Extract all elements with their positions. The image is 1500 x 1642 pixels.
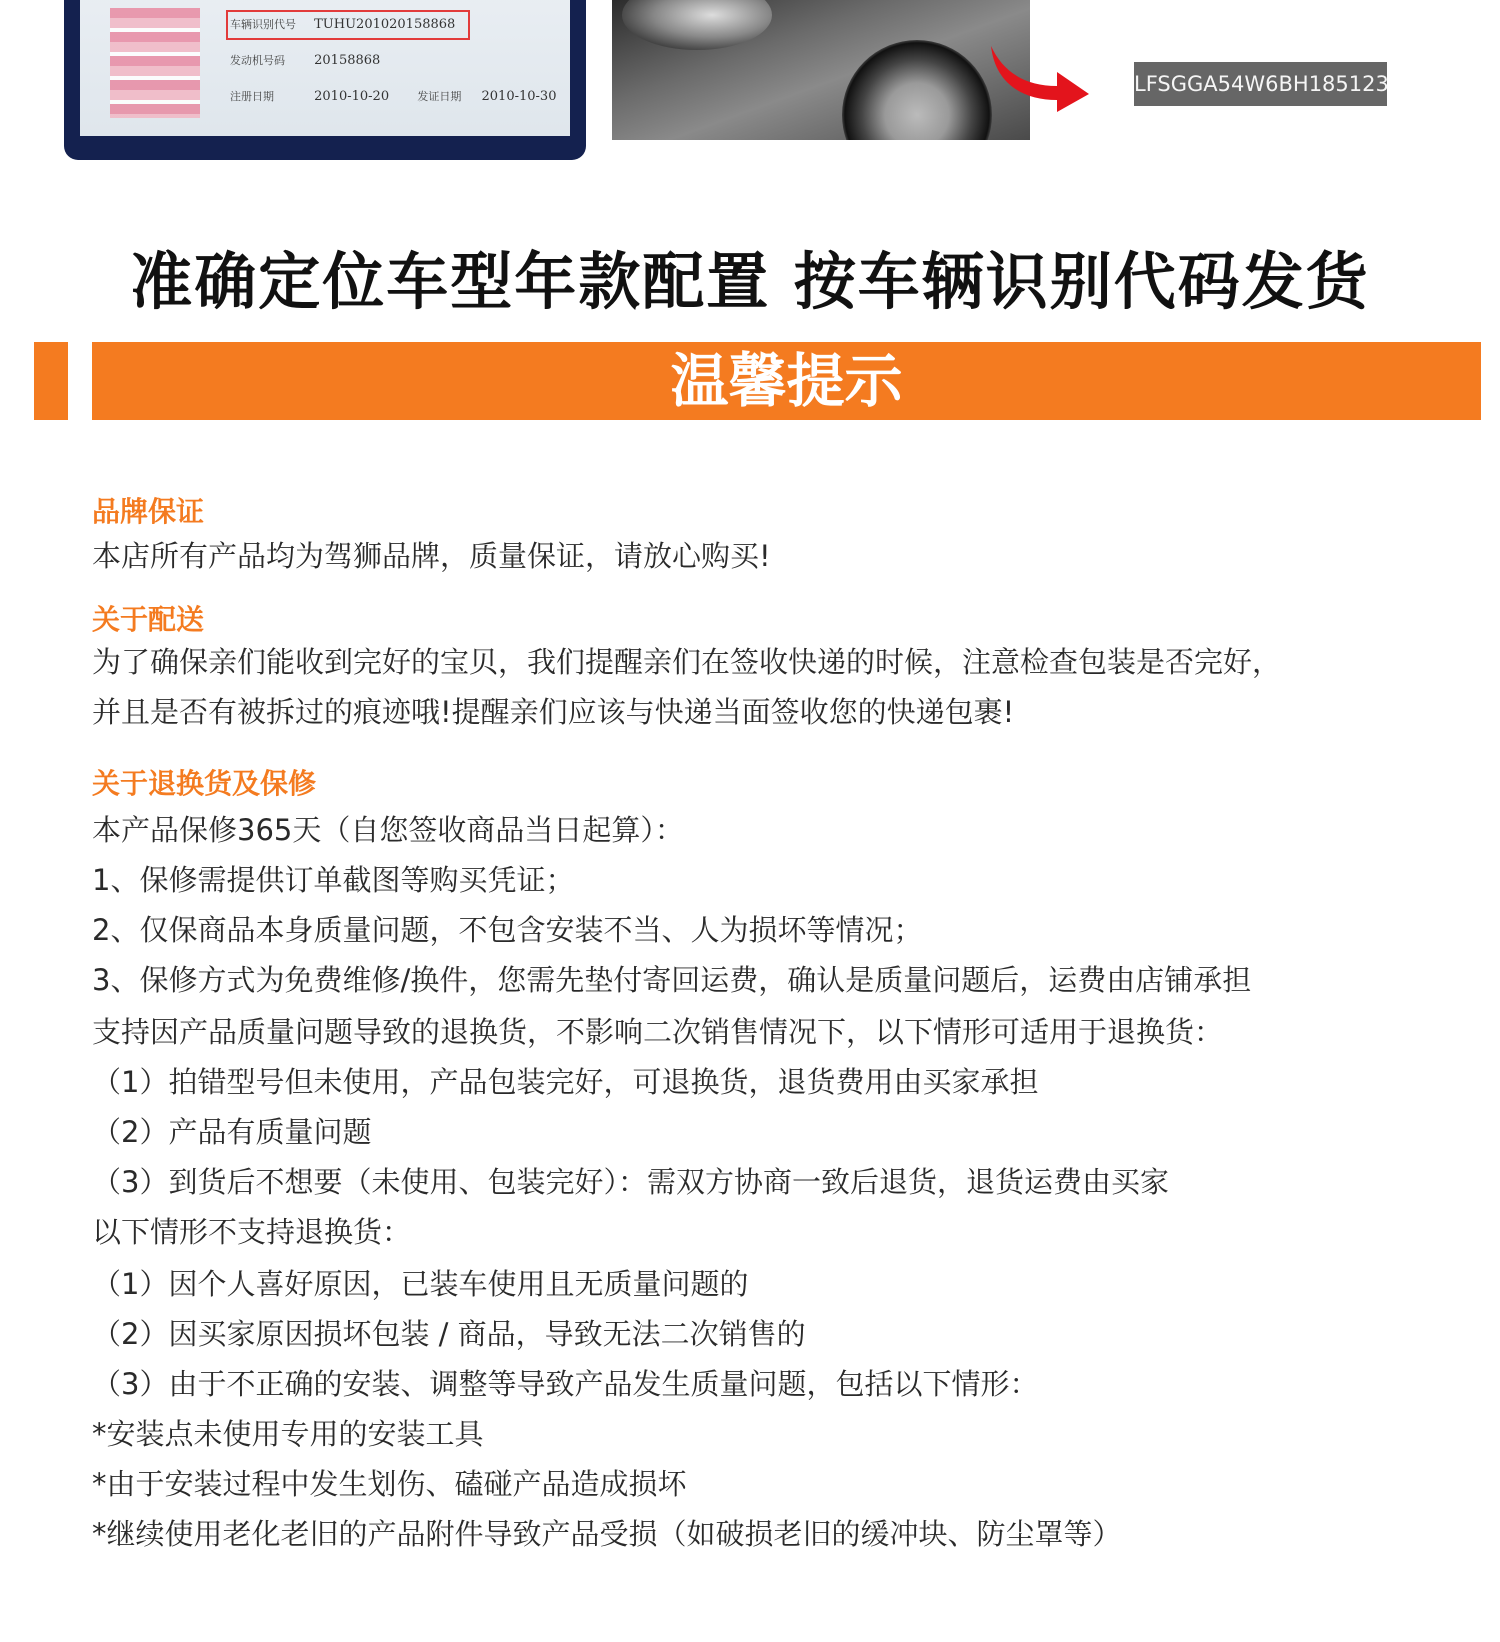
returns-line: *由于安装过程中发生划伤、磕碰产品造成损坏 [92, 1467, 687, 1501]
tips-banner [92, 342, 1481, 420]
returns-line: 2、仅保商品本身质量问题，不包含安装不当、人为损坏等情况； [92, 913, 923, 947]
card-engine-label: 发动机号码 [230, 54, 285, 67]
blurred-area [110, 8, 200, 118]
returns-line: （3）由于不正确的安装、调整等导致产品发生质量问题，包括以下情形： [92, 1367, 1039, 1401]
delivery-line-2: 并且是否有被拆过的痕迹哦!提醒亲们应该与快递当面签收您的快递包裹! [92, 695, 1015, 729]
headlight-shape [622, 0, 772, 50]
card-engine-row [230, 52, 380, 68]
returns-line: 支持因产品质量问题导致的退换货，不影响二次销售情况下，以下情形可适用于退换货： [92, 1015, 1224, 1049]
returns-line: *继续使用老化老旧的产品附件导致产品受损（如破损老旧的缓冲块、防尘罩等） [92, 1517, 1122, 1551]
card-register-label: 注册日期 [230, 90, 274, 103]
section-title-brand: 品牌保证 [92, 495, 205, 528]
section-title-returns: 关于退换货及保修 [92, 767, 317, 800]
card-issue-label: 发证日期 [417, 90, 462, 103]
card-issue-date: 2010-10-30 [481, 89, 557, 104]
returns-line: 1、保修需提供订单截图等购买凭证； [92, 863, 575, 897]
card-vin-label: 车辆识别代号 [230, 18, 296, 31]
wheel-shape [842, 40, 992, 140]
card-register-date: 2010-10-20 [314, 89, 390, 104]
returns-line: （1）拍错型号但未使用，产品包装完好，可退换货，退货费用由买家承担 [92, 1065, 1039, 1099]
returns-line: （3）到货后不想要（未使用、包装完好）：需双方协商一致后退货，退货运费由买家 [92, 1165, 1169, 1199]
vin-plate: LFSGGA54W6BH185123 [1134, 62, 1387, 106]
car-front-photo [612, 0, 1030, 140]
section-title-delivery: 关于配送 [92, 603, 205, 636]
delivery-line-1: 为了确保亲们能收到完好的宝贝，我们提醒亲们在签收快递的时候，注意检查包装是否完好， [92, 645, 1282, 679]
registration-card-face [80, 0, 570, 136]
returns-line: *安装点未使用专用的安装工具 [92, 1417, 484, 1451]
returns-line: （1）因个人喜好原因，已装车使用且无质量问题的 [92, 1267, 749, 1301]
tips-banner-title: 温馨提示 [670, 347, 903, 415]
card-vin-row [230, 16, 455, 32]
card-engine-value: 20158868 [314, 53, 381, 68]
page-headline: 准确定位车型年款配置 按车辆识别代码发货 [130, 245, 1370, 318]
returns-line: （2）产品有质量问题 [92, 1115, 372, 1149]
returns-line: （2）因买家原因损坏包装 / 商品，导致无法二次销售的 [92, 1317, 806, 1351]
returns-line: 3、保修方式为免费维修/换件，您需先垫付寄回运费，确认是质量问题后，运费由店铺承担 [92, 963, 1252, 997]
banner-accent-block [34, 342, 68, 420]
returns-line: 以下情形不支持退换货： [92, 1215, 412, 1249]
card-date-row [230, 88, 556, 104]
top-image-strip [0, 0, 1500, 160]
red-arrow-icon [985, 42, 1095, 112]
registration-card-image [64, 0, 586, 160]
brand-line: 本店所有产品均为驾狮品牌，质量保证，请放心购买! [92, 539, 771, 573]
returns-line: 本产品保修365天（自您签收商品当日起算）： [92, 813, 684, 847]
card-vin-value: TUHU201020158868 [314, 17, 456, 32]
